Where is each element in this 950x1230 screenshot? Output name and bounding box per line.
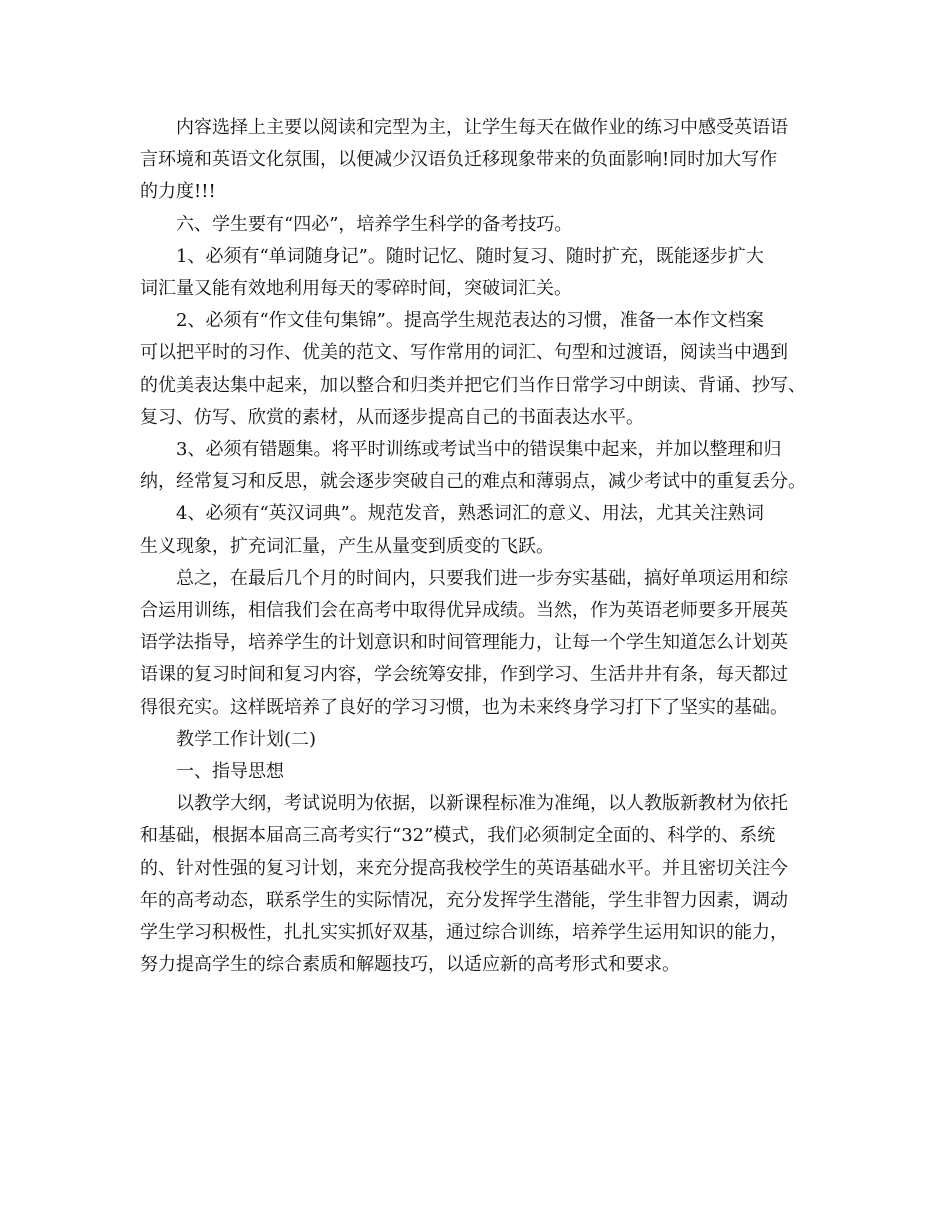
text-line: 的优美表达集中起来，加以整合和归类并把它们当作日常学习中朗读、背诵、抄写、 xyxy=(140,374,806,396)
text-line: 的力度!!! xyxy=(140,181,216,203)
paragraph-reading-content xyxy=(140,112,830,209)
text-line: 词汇量又能有效地利用每天的零碎时间，突破词汇关。 xyxy=(140,278,572,300)
text-line: 合运用训练，相信我们会在高考中取得优异成绩。当然，作为英语老师要多开展英 xyxy=(140,600,788,622)
paragraph-vocabulary-notebook xyxy=(140,241,830,305)
section-heading-guiding-ideology: 一、指导思想 xyxy=(176,761,284,783)
text-line: 六、学生要有“四必”，培养学生科学的备考技巧。 xyxy=(176,213,573,235)
text-line: 1、必须有“单词随身记”。随时记忆、随时复习、随时扩充，既能逐步扩大 xyxy=(176,245,764,267)
text-line: 2、必须有“作文佳句集锦”。提高学生规范表达的习惯，准备一本作文档案 xyxy=(176,310,764,332)
text-line: 语课的复习时间和复习内容，学会统筹安排，作到学习、生活井井有条，每天都过 xyxy=(140,664,788,686)
paragraph-dictionary xyxy=(140,498,830,562)
paragraph-error-collection xyxy=(140,434,830,498)
paragraph-composition-collection xyxy=(140,305,830,434)
text-line: 语学法指导，培养学生的计划意识和时间管理能力，让每一个学生知道怎么计划英 xyxy=(140,632,788,654)
text-line: 努力提高学生的综合素质和解题技巧，以适应新的高考形式和要求。 xyxy=(140,954,680,976)
text-line: 纳，经常复习和反思，就会逐步突破自己的难点和薄弱点，减少考试中的重复丢分。 xyxy=(140,471,806,493)
text-line: 3、必须有错题集。将平时训练或考试当中的错误集中起来，并加以整理和归 xyxy=(176,439,782,461)
text-line: 言环境和英语文化氛围，以便减少汉语负迁移现象带来的负面影响!同时加大写作 xyxy=(140,149,778,171)
text-line: 生义现象，扩充词汇量，产生从量变到质变的飞跃。 xyxy=(140,535,554,557)
text-line: 年的高考动态，联系学生的实际情况，充分发挥学生潜能，学生非智力因素，调动 xyxy=(140,889,788,911)
text-line: 4、必须有“英汉词典”。规范发音，熟悉词汇的意义、用法，尤其关注熟词 xyxy=(176,503,764,525)
paragraph-summary xyxy=(140,563,830,724)
text-line: 复习、仿写、欣赏的素材，从而逐步提高自己的书面表达水平。 xyxy=(140,406,644,428)
text-line: 可以把平时的习作、优美的范文、写作常用的词汇、句型和过渡语，阅读当中遇到 xyxy=(140,342,788,364)
section-title-plan-two: 教学工作计划(二) xyxy=(176,728,317,750)
text-line: 总之，在最后几个月的时间内，只要我们进一步夯实基础，搞好单项运用和综 xyxy=(176,567,788,589)
paragraph-guiding-ideology xyxy=(140,788,830,981)
section-heading-four-musts xyxy=(140,209,830,241)
text-line: 和基础，根据本届高三高考实行“32”模式，我们必须制定全面的、科学的、系统 xyxy=(140,825,776,847)
text-line: 内容选择上主要以阅读和完型为主，让学生每天在做作业的练习中感受英语语 xyxy=(176,117,788,138)
text-line: 的、针对性强的复习计划，来充分提高我校学生的英语基础水平。并且密切关注今 xyxy=(140,857,788,879)
text-line: 以教学大纲，考试说明为依据，以新课程标准为准绳，以人教版新教材为依托 xyxy=(176,793,788,815)
text-line: 得很充实。这样既培养了良好的学习习惯，也为未来终身学习打下了坚实的基础。 xyxy=(140,696,788,718)
text-line: 学生学习积极性，扎扎实实抓好双基，通过综合训练，培养学生运用知识的能力， xyxy=(140,922,788,944)
document-body xyxy=(140,112,830,981)
